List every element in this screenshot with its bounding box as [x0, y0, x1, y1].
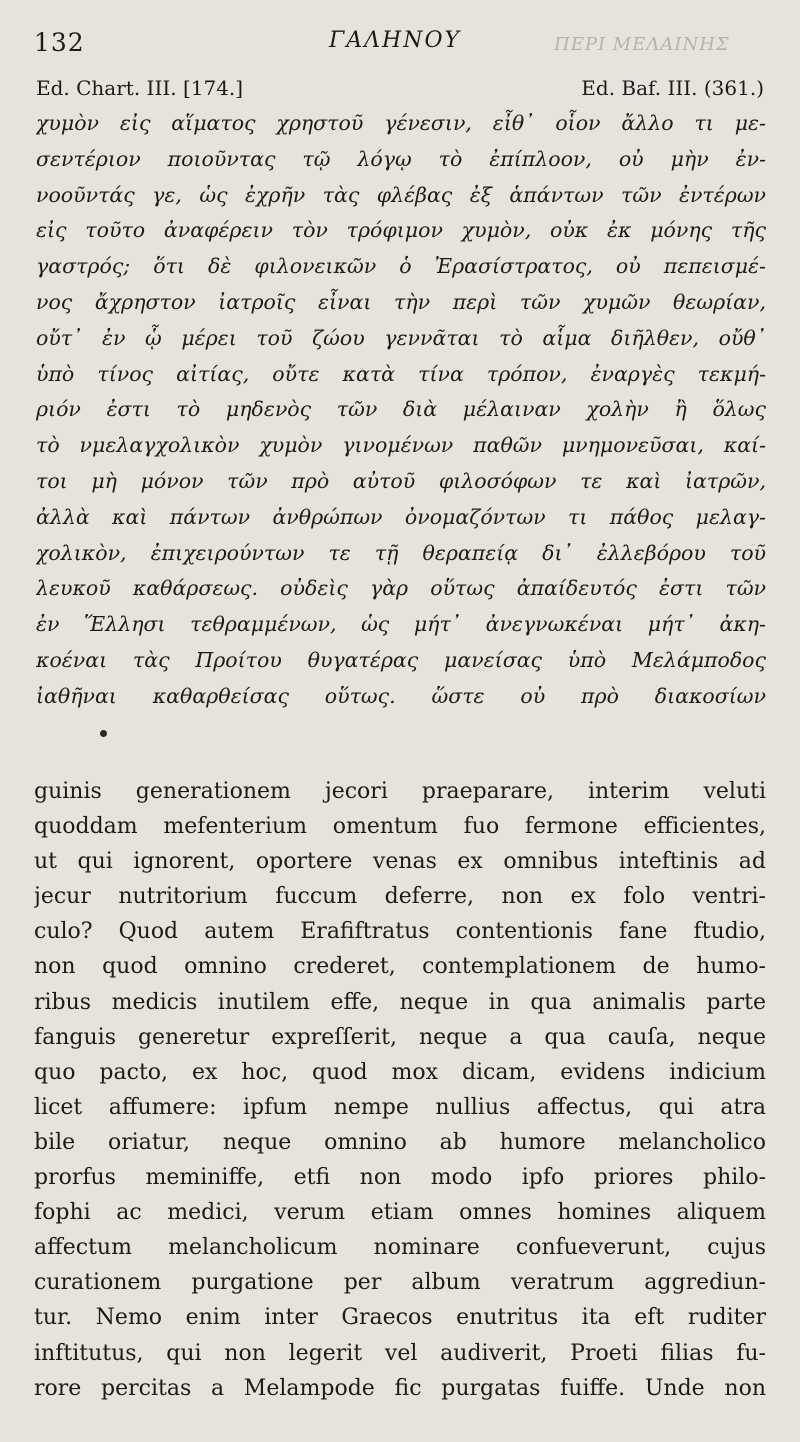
- latin-line: prorfus meminiffe, etfi non modo ipfo priores philo-: [34, 1165, 766, 1191]
- greek-line: οὔτ᾽ ἐν ᾧ μέρει τοῦ ζώου γεννᾶται τὸ αἷμα διῆλθεν, οὔθ᾽: [36, 325, 766, 350]
- greek-line: γαστρός; ὅτι δὲ φιλονεικῶν ὁ Ἐρασίστρατος, οὐ πεπεισμέ-: [36, 254, 766, 279]
- greek-line: νος ἄχρηστον ἰατροῖς εἶναι τὴν περὶ τῶν χυμῶν θεωρίαν,: [36, 289, 766, 314]
- latin-line: fophi ac medici, verum etiam omnes homines aliquem: [34, 1200, 766, 1226]
- ink-dot: [100, 730, 107, 737]
- greek-line: ἰαθῆναι καθαρθείσας οὕτως. ὥστε οὐ πρὸ διακοσίων: [36, 683, 766, 708]
- greek-line: νοοῦντάς γε, ὡς ἐχρῆν τὰς φλέβας ἐξ ἁπάντων τῶν ἐντέρων: [36, 182, 766, 207]
- latin-line: ribus medicis inutilem effe, neque in qua animalis parte: [34, 989, 766, 1015]
- greek-text-block: [36, 106, 766, 715]
- latin-line: jecur nutritorium fuccum deferre, non ex folo ventri-: [34, 884, 766, 910]
- greek-line: τὸ νμελαγχολικὸν χυμὸν γινομένων παθῶν μνημονεῦσαι, καί-: [36, 433, 766, 458]
- latin-line: ut qui ignorent, oportere venas ex omnibus inteftinis ad: [34, 849, 766, 875]
- greek-line: ἀλλὰ καὶ πάντων ἀνθρώπων ὀνομαζόντων τι πάθος μελαγ-: [36, 504, 766, 529]
- latin-text-block: [34, 774, 766, 1406]
- latin-line: inftitutus, qui non legerit vel audiverit, Proeti filias fu-: [34, 1340, 766, 1366]
- greek-line: λευκοῦ καθάρσεως. οὐδεὶς γὰρ οὕτως ἀπαίδευτός ἐστι τῶν: [36, 576, 766, 601]
- latin-line: licet affumere: ipfum nempe nullius affectus, qui atra: [34, 1094, 766, 1120]
- latin-line: quo pacto, ex hoc, quod mox dicam, evidens indicium: [34, 1059, 766, 1085]
- greek-line: ὑπὸ τίνος αἰτίας, οὔτε κατὰ τίνα τρόπον, ἐναργὲς τεκμή-: [36, 361, 766, 386]
- greek-line: χυμὸν εἰς αἵματος χρηστοῦ γένεσιν, εἶθ᾽ οἷον ἄλλο τι με-: [36, 111, 766, 135]
- latin-line: fanguis generetur expreſſerit, neque a qua cauſa, neque: [34, 1024, 766, 1050]
- latin-line: culo? Quod autem Erafiftratus contentionis fane ftudio,: [34, 919, 766, 945]
- greek-line: εἰς τοῦτο ἀναφέρειν τὸν τρόφιμον χυμὸν, οὐκ ἐκ μόνης τῆς: [36, 218, 766, 243]
- latin-line: affectum melancholicum nominare confueverunt, cujus: [34, 1235, 766, 1261]
- latin-line: guinis generationem jecori praeparare, interim veluti: [34, 779, 766, 804]
- greek-line: κοέναι τὰς Προίτου θυγατέρας μανείσας ὑπὸ Μελάμποδος: [36, 647, 766, 672]
- greek-line: ἐν Ἕλλησι τεθραμμένων, ὡς μήτ᾽ ἀνεγνωκέναι μήτ᾽ ἀκη-: [36, 612, 766, 637]
- show-through-text: ΠΕΡΙ ΜΕΛΑΙΝΗΣ: [554, 34, 730, 55]
- page-number: 132: [34, 28, 85, 57]
- running-head: [34, 28, 766, 64]
- edition-chartier-ref: Ed. Chart. III. [174.]: [36, 76, 244, 100]
- latin-line: tur. Nemo enim inter Graecos enutritus ita eft ruditer: [34, 1305, 766, 1331]
- greek-line: χολικὸν, ἐπιχειρούντων τε τῇ θεραπείᾳ δι᾽ ἐλλεβόρου τοῦ: [36, 540, 766, 565]
- latin-line: rore percitas a Melampode fic purgatas fuiffe. Unde non: [34, 1375, 766, 1401]
- latin-line: non quod omnino crederet, contemplationem de humo-: [34, 954, 766, 980]
- edition-references: [36, 76, 764, 106]
- latin-line: quoddam mefenterium omentum fuo fermone efficientes,: [34, 814, 766, 840]
- greek-line: ριόν ἐστι τὸ μηδενὸς τῶν διὰ μέλαιναν χολὴν ἢ ὅλως: [36, 397, 766, 422]
- latin-line: curationem purgatione per album veratrum aggrediun-: [34, 1270, 766, 1296]
- greek-line: σεντέριον ποιοῦντας τῷ λόγῳ τὸ ἐπίπλοον, οὐ μὴν ἐν-: [36, 146, 766, 171]
- edition-basel-ref: Ed. Baf. III. (361.): [581, 76, 764, 100]
- running-title: ΓΑΛΗΝΟΥ: [329, 28, 462, 53]
- latin-line: bile oriatur, neque omnino ab humore melancholico: [34, 1129, 766, 1155]
- greek-line: τοι μὴ μόνον τῶν πρὸ αὐτοῦ φιλοσόφων τε καὶ ἰατρῶν,: [36, 468, 766, 493]
